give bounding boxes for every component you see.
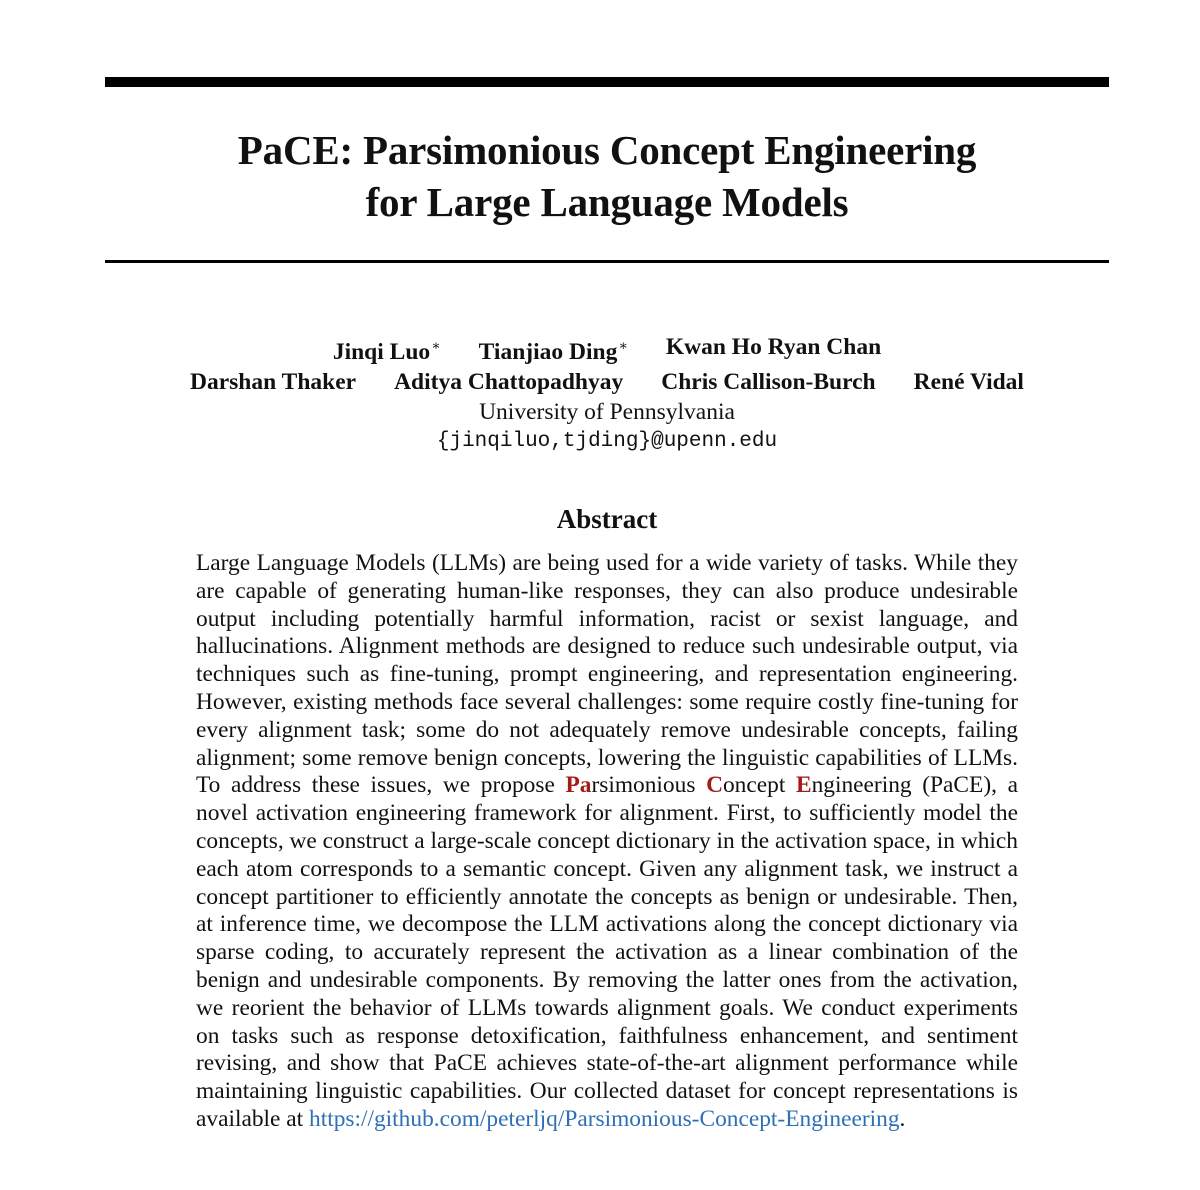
title-bottom-rule: [105, 260, 1109, 263]
top-rule: [105, 77, 1109, 87]
equal-contribution-mark: ∗: [618, 339, 628, 354]
github-link[interactable]: https://github.com/peterljq/Parsimonious-Concept-Engineering: [309, 1105, 900, 1132]
author-row-2: [105, 367, 1109, 397]
author-email: {jinqiluo,tjding}@upenn.edu: [436, 430, 778, 453]
equal-contribution-mark: ∗: [431, 339, 441, 354]
affiliation: University of Pennsylvania: [479, 399, 735, 425]
author-block: [105, 332, 1109, 457]
author-row-1: [105, 332, 1109, 367]
author: Kwan Ho Ryan Chan: [665, 334, 882, 360]
title-line-1: PaCE: Parsimonious Concept Engineering: [237, 127, 977, 173]
author: René Vidal: [913, 369, 1024, 395]
author: Tianjiao Ding∗: [478, 339, 628, 365]
abstract-body: Large Language Models (LLMs) are being used for a wide variety of tasks. While they are capable of generating human-like responses, they can also produce undesirable output including potentially harmful information, racist or sexist language, and hallucinations. Alignment methods are designed to reduce such undesirable output, via techniques such as fine-tuning, prompt engineering, and representation engineering. However, existing methods face several challenges: some require costly fine-tuning for every alignment task; some do not adequately remove undesirable concepts, failing alignment; some remove benign concepts, lowering the linguistic capabilities of LLMs. To address these issues, we propose Parsimonious Concept Engineering (PaCE), a novel activation engineering framework for alignment. First, to sufficiently model the concepts, we construct a large-scale concept dictionary in the activation space, in which each atom corresponds to a semantic concept. Given any alignment task, we instruct a concept partitioner to efficiently annotate the concepts as benign or undesirable. Then, at inference time, we decompose the LLM activations along the concept dictionary via sparse coding, to accurately represent the activation as a linear combination of the benign and undesirable components. By removing the latter ones from the activation, we reorient the behavior of LLMs towards alignment goals. We conduct experiments on tasks such as response detoxification, faithfulness enhancement, and sentiment revising, and show that PaCE achieves state-of-the-art alignment performance while maintaining linguistic capabilities. Our collected dataset for concept representations is available at https://github.com/peterljq/Parsimonious-Concept-Engineering.: [196, 550, 1018, 1132]
abstract-heading: Abstract: [556, 504, 658, 534]
author: Chris Callison-Burch: [661, 369, 876, 395]
paper-title: [105, 124, 1109, 228]
acronym-highlight-c: C: [706, 772, 723, 799]
acronym-highlight-pa: Pa: [565, 772, 592, 799]
author: Darshan Thaker: [190, 369, 357, 395]
author: Jinqi Luo∗: [332, 339, 441, 365]
title-line-2: for Large Language Models: [365, 179, 849, 225]
acronym-highlight-e: E: [795, 772, 812, 799]
author: Aditya Chattopadhyay: [394, 369, 624, 395]
